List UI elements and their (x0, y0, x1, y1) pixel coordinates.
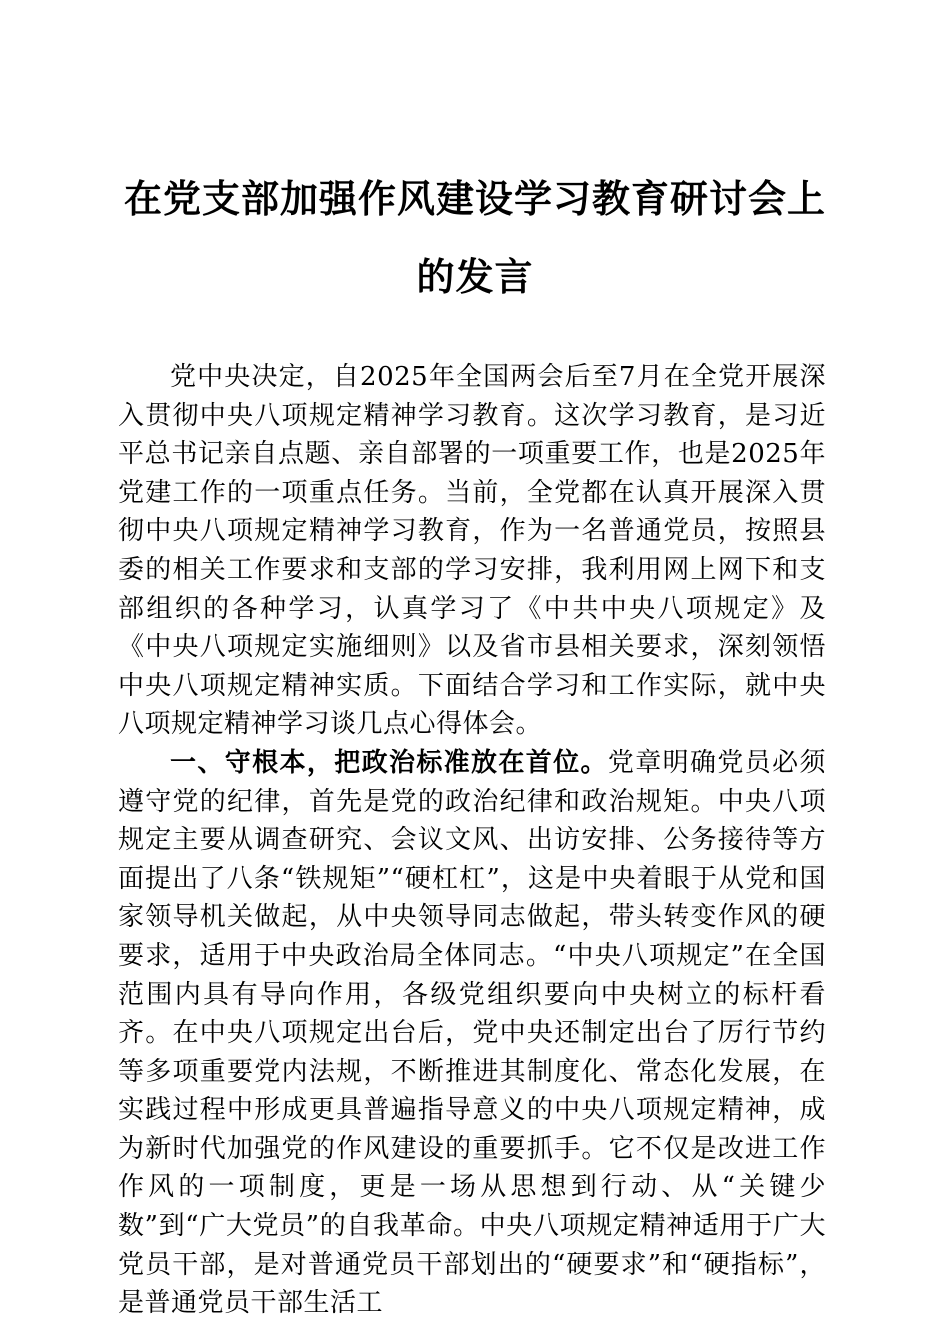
document-body (118, 358, 826, 1323)
document-title: 在党支部加强作风建设学习教育研讨会上的发言 (123, 176, 826, 299)
section-one-text: 党章明确党员必须遵守党的纪律，首先是党的政治纪律和政治规矩。中央八项规定主要从调查研究、会议文风、出访安排、公务接待等方面提出了八条“铁规矩”“硬杠杠”，这是中央着眼于从党和国家领导机关做起，从中央领导同志做起，带头转变作风的硬要求，适用于中央政治局全体同志。“中央八项规定”在全国范围内具有导向作用，各级党组织要向中央树立的标杆看齐。在中央八项规定出台后，党中央还制定出台了厉行节约等多项重要党内法规，不断推进其制度化、常态化发展，在实践过程中形成更具普遍指导意义的中央八项规定精神，成为新时代加强党的作风建设的重要抓手。它不仅是改进工作作风的一项制度，更是一场从思想到行动、从“关键少数”到“广大党员”的自我革命。中央八项规定精神适用于广大党员干部，是对普通党员干部划出的“硬要求”和“硬指标”，是普通党员干部生活工 (118, 747, 826, 1319)
section-one-heading: 一、守根本，把政治标准放在首位。 (170, 747, 608, 778)
paragraph-intro-text: 党中央决定，自2025年全国两会后至7月在全党开展深入贯彻中央八项规定精神学习教育。这次学习教育，是习近平总书记亲自点题、亲自部署的一项重要工作，也是2025年党建工作的一项重点任务。当前，全党都在认真开展深入贯彻中央八项规定精神学习教育，作为一名普通党员，按照县委的相关工作要求和支部的学习安排，我利用网上网下和支部组织的各种学习，认真学习了《中共中央八项规定》及《中央八项规定实施细则》以及省市县相关要求，深刻领悟中央八项规定精神实质。下面结合学习和工作实际，就中央八项规定精神学习谈几点心得体会。 (118, 362, 826, 740)
paragraph-intro (118, 358, 826, 744)
paragraph-section-one (118, 744, 826, 1323)
